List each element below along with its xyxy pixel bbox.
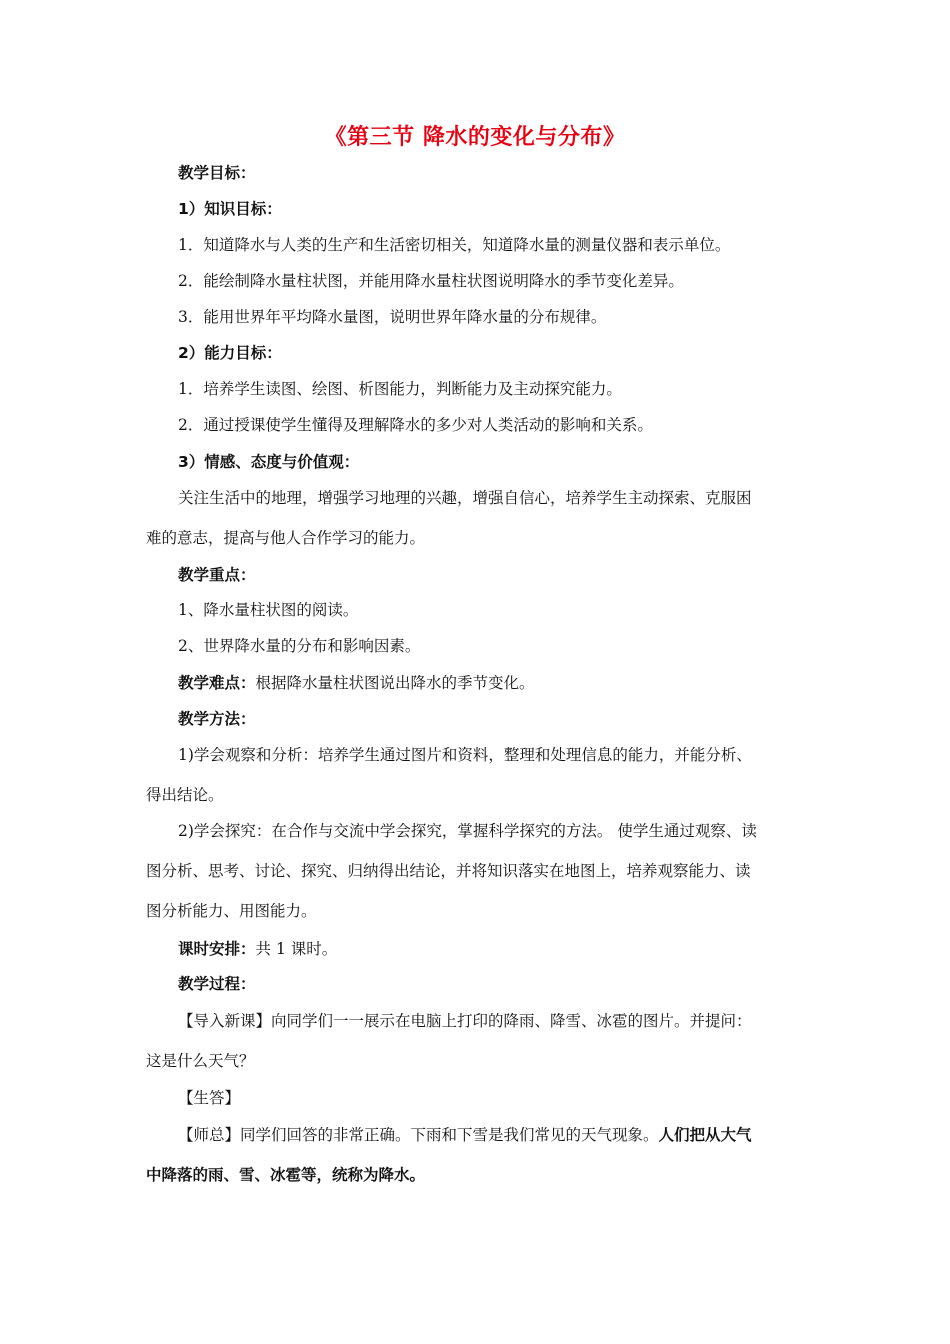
student-answer: 【生答】 (178, 1089, 241, 1107)
schedule-text: 共 1 课时。 (255, 940, 338, 958)
teaching-method-heading: 教学方法： (178, 710, 256, 728)
knowledge-item: 3．能用世界年平均降水量图，说明世界年降水量的分布规律。 (178, 308, 607, 326)
document-title: 《第三节 降水的变化与分布》 (324, 125, 626, 150)
knowledge-goals-heading: 1）知识目标： (178, 200, 282, 218)
knowledge-item: 2．能绘制降水量柱状图，并能用降水量柱状图说明降水的季节变化差异。 (178, 272, 684, 290)
summary-text: 【师总】同学们回答的非常正确。下雨和下雪是我们常见的天气现象。 (178, 1126, 659, 1144)
key-points-heading: 教学重点： (178, 566, 256, 584)
schedule-line (178, 938, 810, 960)
intro-text-line: 这是什么天气？ (146, 1052, 255, 1070)
emotion-goals-heading: 3）情感、态度与价值观： (178, 453, 360, 471)
ability-goals-heading: 2）能力目标： (178, 344, 282, 362)
method-text-line: 得出结论。 (146, 786, 224, 804)
summary-emphasis: 人们把从大气 (658, 1126, 752, 1144)
teacher-summary-line (178, 1124, 810, 1146)
method-text-line: 图分析、思考、讨论、探究、归纳得出结论，并将知识落实在地图上，培养观察能力、读 (146, 862, 751, 880)
difficulty-label: 教学难点： (178, 674, 256, 692)
difficulty-text: 根据降水量柱状图说出降水的季节变化。 (255, 674, 535, 692)
emotion-text-line: 难的意志，提高与他人合作学习的能力。 (146, 529, 426, 547)
key-point-item: 2、世界降水量的分布和影响因素。 (178, 637, 421, 655)
teaching-goals-heading: 教学目标： (178, 164, 256, 182)
summary-emphasis-line: 中降落的雨、雪、冰雹等，统称为降水。 (146, 1166, 426, 1184)
schedule-label: 课时安排： (178, 940, 256, 958)
method-text-line: 图分析能力、用图能力。 (146, 902, 317, 920)
difficulty-line (178, 672, 810, 694)
key-point-item: 1、降水量柱状图的阅读。 (178, 601, 359, 619)
method-text-line: 1)学会观察和分析：培养学生通过图片和资料，整理和处理信息的能力，并能分析、 (178, 746, 752, 764)
method-text-line: 2)学会探究：在合作与交流中学会探究，掌握科学探究的方法。 使学生通过观察、读 (178, 822, 757, 840)
intro-text-line: 【导入新课】向同学们一一展示在电脑上打印的降雨、降雪、冰雹的图片。并提问： (178, 1012, 752, 1030)
teaching-process-heading: 教学过程： (178, 975, 256, 993)
ability-item: 2．通过授课使学生懂得及理解降水的多少对人类活动的影响和关系。 (178, 416, 653, 434)
emotion-text-line: 关注生活中的地理，增强学习地理的兴趣，增强自信心，培养学生主动探索、克服困 (178, 489, 752, 507)
knowledge-item: 1．知道降水与人类的生产和生活密切相关，知道降水量的测量仪器和表示单位。 (178, 236, 731, 254)
ability-item: 1．培养学生读图、绘图、析图能力，判断能力及主动探究能力。 (178, 380, 622, 398)
